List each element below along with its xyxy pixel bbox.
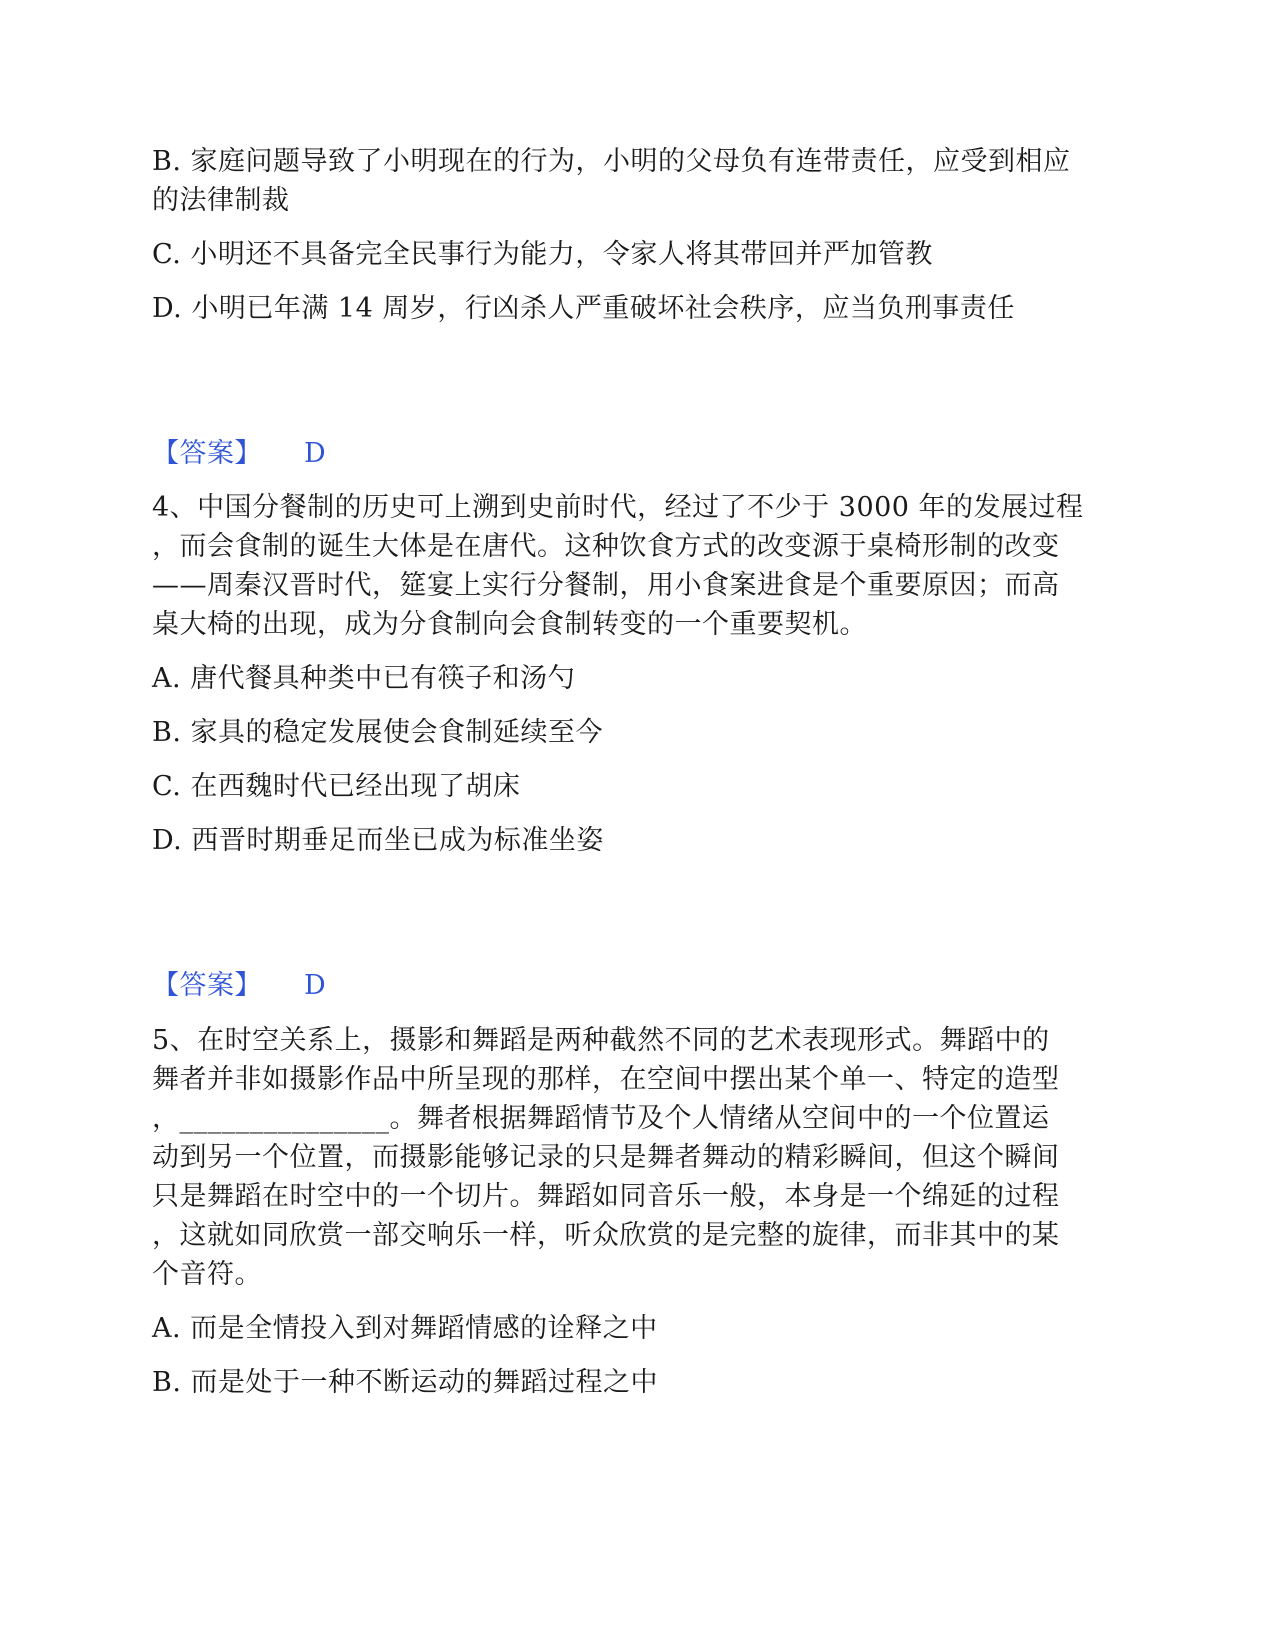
q5-stem-line-6: ，这就如同欣赏一部交响乐一样，听众欣赏的是完整的旋律，而非其中的某	[152, 1220, 1060, 1251]
q5-stem-line-5: 只是舞蹈在时空中的一个切片。舞蹈如同音乐一般，本身是一个绵延的过程	[152, 1181, 1060, 1212]
q4-stem-line-3: ——周秦汉晋时代，筵宴上实行分餐制，用小食案进食是个重要原因；而高	[152, 570, 1060, 601]
q5-option-b: B. 而是处于一种不断运动的舞蹈过程之中	[152, 1367, 659, 1398]
q3-option-d: D. 小明已年满 14 周岁，行凶杀人严重破坏社会秩序，应当负刑事责任	[152, 293, 1015, 324]
q3-option-b-line-1: B. 家庭问题导致了小明现在的行为，小明的父母负有连带责任，应受到相应	[152, 146, 1071, 177]
q3-answer	[152, 434, 326, 474]
q4-option-b: B. 家具的稳定发展使会食制延续至今	[152, 717, 604, 748]
q3-option-c: C. 小明还不具备完全民事行为能力，令家人将其带回并严加管教	[152, 239, 933, 270]
q4-option-d: D. 西晋时期垂足而坐已成为标准坐姿	[152, 825, 604, 856]
answer-label: 【答案】	[152, 970, 262, 1001]
q4-answer	[152, 966, 326, 1006]
q5-stem-line-4: 动到另一个位置，而摄影能够记录的只是舞者舞动的精彩瞬间，但这个瞬间	[152, 1142, 1060, 1173]
answer-value: D	[304, 970, 327, 1001]
answer-value: D	[304, 438, 327, 469]
q4-stem-line-2: ，而会食制的诞生大体是在唐代。这种饮食方式的改变源于桌椅形制的改变	[152, 531, 1060, 562]
q5-stem-line-1: 5、在时空关系上，摄影和舞蹈是两种截然不同的艺术表现形式。舞蹈中的	[152, 1025, 1050, 1056]
q3-option-b-line-2: 的法律制裁	[152, 185, 290, 216]
q4-stem-line-4: 桌大椅的出现，成为分食制向会食制转变的一个重要契机。	[152, 609, 867, 640]
q5-option-a: A. 而是全情投入到对舞蹈情感的诠释之中	[152, 1313, 658, 1344]
q4-stem-line-1: 4、中国分餐制的历史可上溯到史前时代，经过了不少于 3000 年的发展过程	[152, 492, 1084, 523]
q5-stem-line-7: 个音符。	[152, 1259, 262, 1290]
q4-option-c: C. 在西魏时代已经出现了胡床	[152, 771, 521, 802]
q5-stem-line-2: 舞者并非如摄影作品中所呈现的那样，在空间中摆出某个单一、特定的造型	[152, 1064, 1060, 1095]
answer-label: 【答案】	[152, 438, 262, 469]
q5-stem-line-3: ，_______________。舞者根据舞蹈情节及个人情绪从空间中的一个位置运	[152, 1103, 1050, 1134]
q4-option-a: A. 唐代餐具种类中已有筷子和汤勺	[152, 663, 576, 694]
